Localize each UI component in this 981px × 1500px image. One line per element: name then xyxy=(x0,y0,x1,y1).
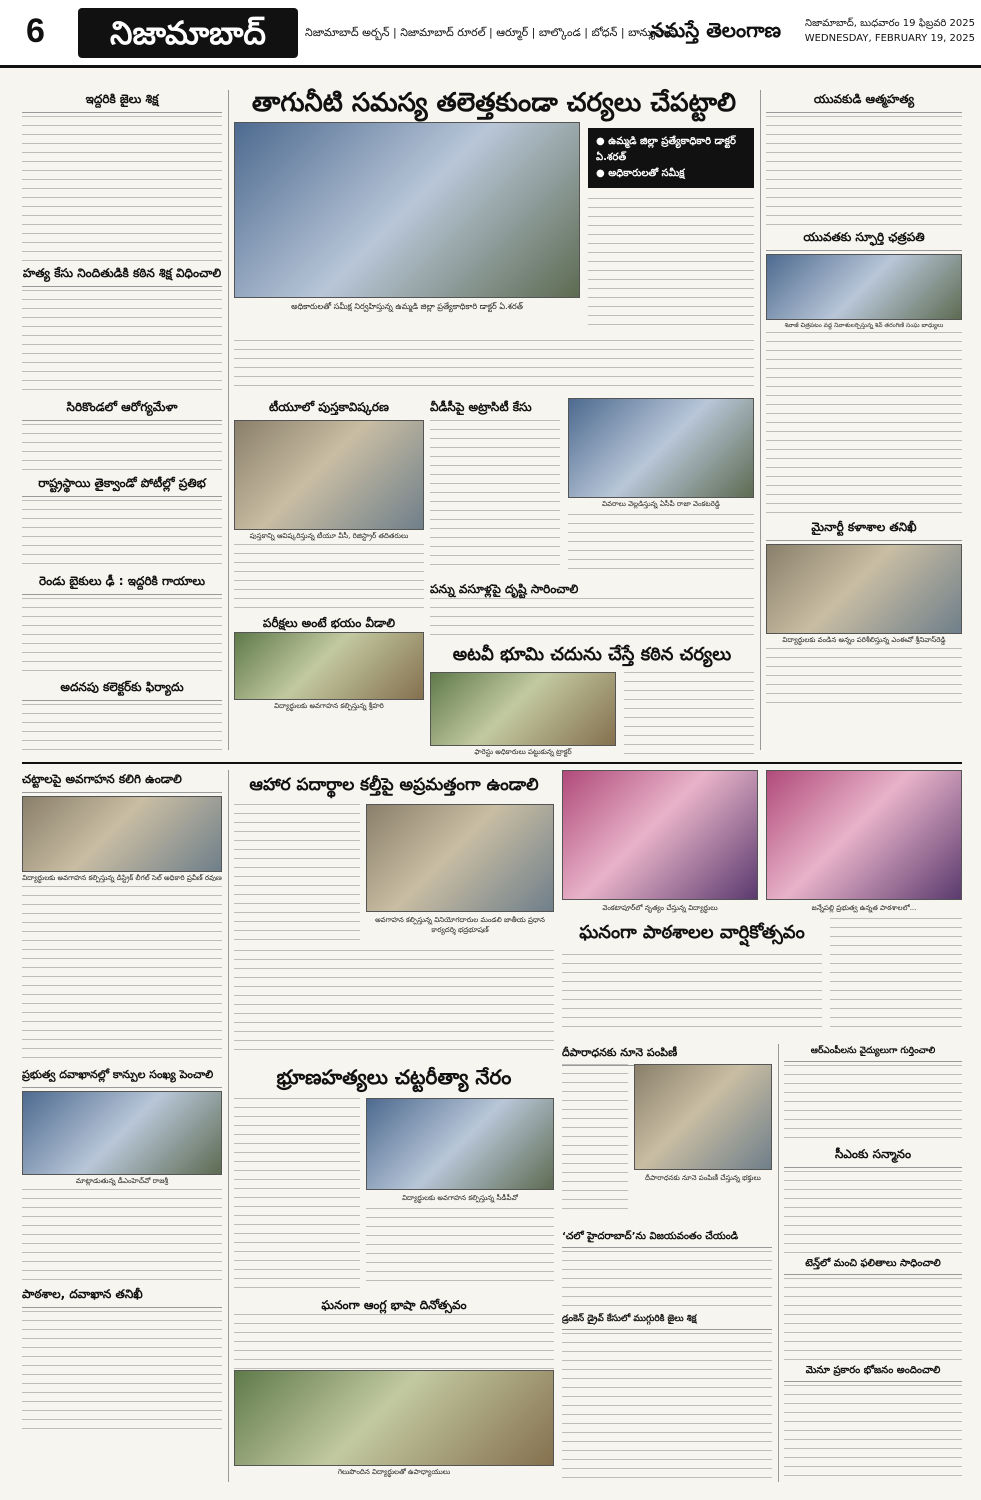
photo-caption: ఫారెస్టు అధికారులు పట్టుకున్న ట్రాక్టర్ xyxy=(474,748,572,756)
book-release-story xyxy=(234,398,424,758)
section-title: యువతకు స్ఫూర్తి ఛత్రపతి xyxy=(766,228,962,251)
forest-photo xyxy=(430,672,616,746)
dateline xyxy=(790,16,975,46)
section-title: సిరికొండలో ఆరోగ్యమేళా xyxy=(22,398,222,421)
story-title: పరీక్షలు అంటే భయం వీడాలి xyxy=(262,616,396,630)
article-body xyxy=(624,672,754,758)
lead-caption: అధికారులతో సమీక్ష నిర్వహిస్తున్న ఉమ్మడి జిల్లా ప్రత్యేకాధికారి డాక్టర్ ఏ.శరత్ xyxy=(291,302,523,311)
photo-caption: పుస్తకాన్ని ఆవిష్కరిస్తున్న టీయూ వీసీ, రిజిస్ట్రార్ తదితరులు xyxy=(249,532,409,540)
lead-bullets xyxy=(588,128,754,188)
exam-photo xyxy=(234,632,424,700)
forest-story xyxy=(430,640,754,760)
photo-caption: విద్యార్థులకు అవగాహన కల్పిస్తున్న సీడీపీవో xyxy=(402,1194,518,1202)
story-title: వీడీసీపై అట్రాసిటీ కేసు xyxy=(430,400,532,414)
article-body xyxy=(766,116,962,228)
hospital-photo xyxy=(22,1091,222,1175)
lead-headline: తాగునీటి సమస్య తలెత్తకుండా చర్యలు చేపట్టాలి xyxy=(251,88,737,118)
article-body xyxy=(562,954,822,1034)
article-body xyxy=(22,886,222,1066)
section-title: ఇద్దరికి జైలు శిక్ష xyxy=(22,90,222,113)
article-body xyxy=(784,1278,962,1362)
photo-caption: జన్నేపల్లి ప్రభుత్వ ఉన్నత పాఠశాలలో... xyxy=(811,904,917,912)
youth-photo xyxy=(766,254,962,320)
photo-caption: విద్యార్థులకు అవగాహన కల్పిస్తున్న శ్రీహరి xyxy=(274,702,384,710)
story-headline: ఆహార పదార్థాల కల్తీపై అప్రమత్తంగా ఉండాలి xyxy=(249,775,539,795)
article-body xyxy=(366,1208,554,1288)
photo-caption: అవగాహన కల్పిస్తున్న వినియోగదారుల మండలి జాతీయ ప్రధాన కార్యదర్శి భద్రభూషణ్ xyxy=(375,916,545,934)
article-body xyxy=(234,950,554,1054)
story-title: పన్ను వసూళ్లపై దృష్టి సారించాలి xyxy=(430,582,579,596)
subedition-links: నిజామాబాద్ అర్బన్ | నిజామాబాద్ రూరల్ | ఆర్మూర్ | బాల్కొండ | బోధన్ | బాన్సువాడ xyxy=(305,26,675,39)
vdc-story xyxy=(430,398,754,578)
article-body xyxy=(234,1098,360,1288)
annual-photo-2 xyxy=(766,770,962,900)
minority-photo xyxy=(766,544,962,634)
child-photo xyxy=(22,796,222,872)
temple-photo xyxy=(634,1064,772,1170)
bottom-left-column xyxy=(22,770,222,1482)
photo-caption: విద్యార్థులకు అవగాహన కల్పిస్తున్న డిస్ట్రిక్ లీగల్ సెల్ అధికారి ప్రవీణ్ రవుణ xyxy=(22,874,222,882)
lead-photo xyxy=(234,122,580,298)
photo-caption: మాట్లాడుతున్న డీఎంహెచ్‌వో రాజశ్రీ xyxy=(75,1177,169,1185)
tax-story xyxy=(430,580,754,640)
section-title: ‘చలో హైదరాబాద్’ను విజయవంతం చేయండి xyxy=(562,1228,772,1248)
photo-caption: దీపారాధనకు నూనె పంపిణీ చేస్తున్న భక్తులు xyxy=(645,1174,761,1182)
article-body xyxy=(588,198,754,333)
foeticide-story xyxy=(234,1062,554,1294)
section-title: మైనార్టీ కళాశాల తనిఖీ xyxy=(766,518,962,541)
photo-caption: విద్యార్థులకు వండిన అన్నం పరిశీలిస్తున్న ఎంఈవో శ్రీనివాస్‌రెడ్డి xyxy=(782,636,946,644)
section-title: హత్య కేసు నిందితుడికి కఠిన శిక్ష విధించాలి xyxy=(22,264,222,287)
article-body xyxy=(766,648,962,708)
story-headline: భ్రూణహత్యలు చట్టరీత్యా నేరం xyxy=(276,1065,512,1089)
section-title: ఆర్‌ఎంపీలను వైద్యులుగా గుర్తించాలి xyxy=(784,1044,962,1062)
right-column xyxy=(766,90,962,750)
photo-caption: వివరాలు వెల్లడిస్తున్న ఏసీపీ రాజా వెంకటరెడ్డి xyxy=(602,500,720,508)
article-body xyxy=(784,1171,962,1255)
vdc-photo xyxy=(568,398,754,498)
story-headline: ఘనంగా పాఠశాలల వార్షికోత్సవం xyxy=(579,922,805,943)
article-body xyxy=(784,1385,962,1481)
article-body xyxy=(430,598,754,638)
article-body xyxy=(234,544,424,610)
article-body xyxy=(22,290,222,398)
article-body xyxy=(22,1189,222,1285)
article-body xyxy=(234,1314,554,1370)
temple-story xyxy=(562,1044,772,1224)
date-telugu: నిజామాబాద్, బుధవారం 19 ఫిబ్రవరి 2025 xyxy=(805,18,975,29)
article-body xyxy=(562,1333,772,1482)
article-body xyxy=(766,332,962,518)
story-title: టీయూలో పుస్తకావిష్కరణ xyxy=(269,400,389,414)
section-title: అదనపు కలెక్టర్‌కు ఫిర్యాదు xyxy=(22,678,222,701)
food-story xyxy=(234,770,554,1060)
food-photo xyxy=(366,804,554,912)
story-headline: అటవీ భూమి చదును చేస్తే కఠిన చర్యలు xyxy=(452,644,732,665)
article-body xyxy=(562,1251,772,1308)
section-title: రాష్ట్రస్థాయి తైక్వాండో పోటీల్లో ప్రతిభ xyxy=(22,474,222,497)
article-body xyxy=(234,340,754,392)
section-title: సీఎంకు సన్మానం xyxy=(784,1145,962,1168)
book-release-photo xyxy=(234,420,424,530)
left-column xyxy=(22,90,222,750)
page-number: 6 xyxy=(26,12,45,50)
article-body xyxy=(830,918,962,1034)
photo-caption: వెంకటాపూర్‌లో నృత్యం చేస్తున్న విద్యార్థులు xyxy=(602,904,718,912)
annual-photo-1 xyxy=(562,770,758,900)
article-body xyxy=(22,598,222,678)
bullet-item: ● అధికారులతో సమీక్ష xyxy=(596,166,746,182)
section-title: రెండు బైకులు ఢీ : ఇద్దరికి గాయాలు xyxy=(22,572,222,595)
newspaper-name: నమస్తే తెలంగాణ xyxy=(650,18,782,42)
bottom-right-column xyxy=(784,1044,962,1484)
drunk-drive-story xyxy=(562,1312,772,1482)
article-body xyxy=(784,1065,962,1145)
article-body xyxy=(22,424,222,474)
section-title: డ్రంకెన్ డ్రైవ్ కేసులో ముగ్గురికి జైలు శిక్ష xyxy=(562,1312,772,1330)
edition-title: నిజామాబాద్ xyxy=(78,8,298,58)
fold-rule xyxy=(22,762,962,764)
bullet-item: ● ఉమ్మడి జిల్లా ప్రత్యేకాధికారి డాక్టర్ ఏ.శరత్ xyxy=(596,134,746,166)
section-title: దీపారాధనకు నూనె పంపిణీ xyxy=(562,1044,772,1066)
annual-day-story xyxy=(562,770,962,1040)
masthead xyxy=(0,0,981,68)
section-title: పాఠశాల, దవాఖాన తనిఖీ xyxy=(22,1285,222,1308)
lead-story xyxy=(234,88,754,338)
chalo-story xyxy=(562,1228,772,1308)
article-body xyxy=(22,1311,222,1431)
photo-caption: గెలుపొందిన విద్యార్థులతో ఉపాధ్యాయులు xyxy=(337,1468,451,1476)
section-title: టెన్త్‌లో మంచి ఫలితాలు సాధించాలి xyxy=(784,1255,962,1275)
article-body xyxy=(22,500,222,572)
article-body xyxy=(430,420,560,570)
article-body xyxy=(234,804,360,944)
article-body xyxy=(562,1064,628,1214)
photo-caption: శివాజీ చిత్రపటం వద్ద నివాళులర్పిస్తున్న శివ్ తరంగిణి సంఘ బాధ్యులు xyxy=(784,322,944,329)
story-title: ఘనంగా ఆంగ్ల భాషా దినోత్సవం xyxy=(321,1298,467,1312)
section-title: మెనూ ప్రకారం భోజనం అందించాలి xyxy=(784,1362,962,1382)
foeticide-photo xyxy=(366,1098,554,1190)
article-body xyxy=(568,514,754,574)
section-title: యువకుడి ఆత్మహత్య xyxy=(766,90,962,113)
article-body xyxy=(22,116,222,264)
section-title: ప్రభుత్వ దవాఖానల్లో కాన్పుల సంఖ్య పెంచాలి xyxy=(22,1066,222,1088)
section-title: చట్టాలపై అవగాహన కలిగి ఉండాలి xyxy=(22,770,222,793)
article-body xyxy=(22,704,222,750)
english-day-photo xyxy=(234,1370,554,1466)
english-day-story xyxy=(234,1296,554,1486)
date-english: WEDNESDAY, FEBRUARY 19, 2025 xyxy=(804,33,975,44)
